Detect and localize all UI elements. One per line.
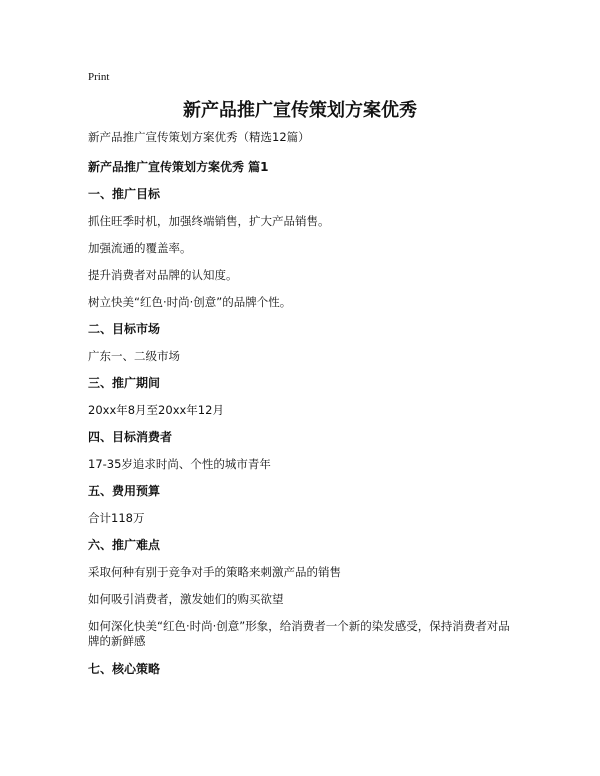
heading-target-market: 二、目标市场 [88,322,161,336]
print-label: Print [88,71,110,83]
paragraph-11: 如何深化快美“红色·时尚·创意”形象，给消费者一个新的染发感受，保持消费者对品牌的新鲜感 [88,619,510,648]
heading-difficulties: 六、推广难点 [88,538,161,552]
heading-core-strategy: 七、核心策略 [88,662,161,676]
paragraph-5: 广东一、二级市场 [88,349,180,363]
paragraph-8: 合计118万 [88,511,145,525]
paragraph-7: 17-35岁追求时尚、个性的城市青年 [88,457,271,471]
section-title: 新产品推广宣传策划方案优秀 篇1 [88,160,269,174]
paragraph-10: 如何吸引消费者，激发她们的购买欲望 [88,592,284,606]
paragraph-1: 抓住旺季时机，加强终端销售，扩大产品销售。 [88,214,330,228]
paragraph-3: 提升消费者对品牌的认知度。 [88,268,238,282]
paragraph-6: 20xx年8月至20xx年12月 [88,403,224,417]
paragraph-2: 加强流通的覆盖率。 [88,241,192,255]
heading-promotion-period: 三、推广期间 [88,376,161,390]
heading-promotion-goals: 一、推广目标 [88,187,161,201]
document-subtitle: 新产品推广宣传策划方案优秀（精选12篇） [88,130,310,144]
paragraph-9: 采取何种有别于竞争对手的策略来刺激产品的销售 [88,565,341,579]
document-title: 新产品推广宣传策划方案优秀 [183,100,417,121]
heading-target-consumers: 四、目标消费者 [88,430,173,444]
paragraph-4: 树立快美“红色·时尚·创意”的品牌个性。 [88,295,292,309]
heading-budget: 五、费用预算 [88,484,161,498]
